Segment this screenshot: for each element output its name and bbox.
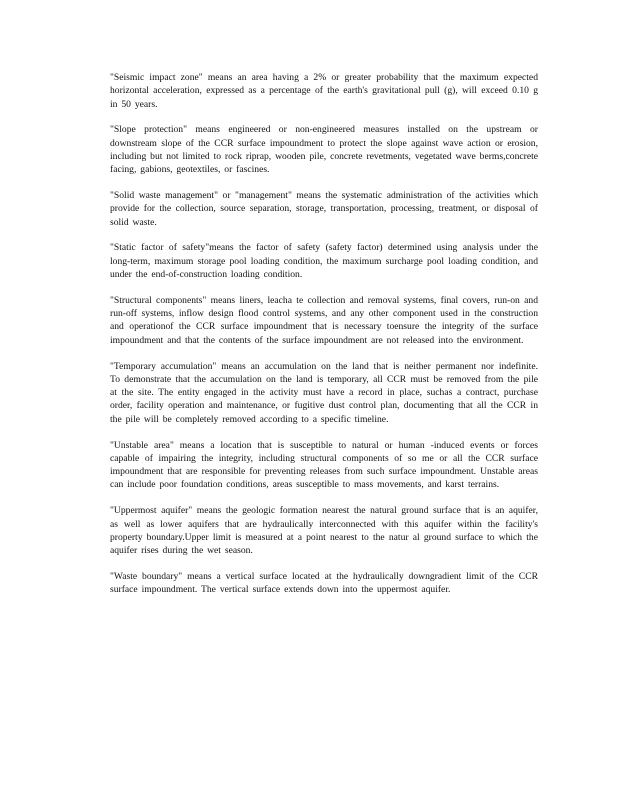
definition-slope-protection: "Slope protection" means engineered or non-engineered measures installed on the upstream or downstream slope of the CCR surface impoundment to protect the slope against wave action or erosion, including but not limited to rock riprap, wooden pile, concrete revetments, vegetated wave berms,concrete facing, gabions, geotextiles, or fascines. — [110, 124, 538, 176]
definition-seismic-impact-zone: "Seismic impact zone" means an area having a 2% or greater probability that the maximum expected horizontal acceleration, expressed as a percentage of the earth's gravitational pull (g), will exceed 0.10 g in 50 years. — [110, 72, 538, 110]
definition-structural-components: "Structural components" means liners, leacha te collection and removal systems, final covers, run-on and run-off systems, inflow design flood control systems, and any other component used in the construction and operationof the CCR surface impoundment that is necessary toensure the integrity of the surface impoundment and that the contents of the surface impoundment are not released into the environment. — [110, 294, 538, 346]
definition-solid-waste-management: "Solid waste management" or "management" means the systematic administration of the activities which provide for the collection, source separation, storage, transportation, processing, treatment, or disposal of solid waste. — [110, 190, 538, 228]
definition-waste-boundary: "Waste boundary" means a vertical surface located at the hydraulically downgradient limit of the CCR surface impoundment. The vertical surface extends down into the uppermost aquifer. — [110, 570, 538, 596]
definitions-list — [110, 71, 538, 609]
definition-temporary-accumulation: "Temporary accumulation" means an accumulation on the land that is neither permanent nor indefinite. To demonstrate that the accumulation on the land is temporary, all CCR must be removed from the pile at the site. The entity engaged in the activity must have a record in place, suchas a contract, purchase order, facility operation and maintenance, or fugitive dust control plan, documenting that all the CCR in the pile will be completely removed according to a specific timeline. — [110, 360, 538, 425]
definition-uppermost-aquifer: "Uppermost aquifer" means the geologic formation nearest the natural ground surface that is an aquifer, as well as lower aquifers that are hydraulically interconnected with this aquifer within the facility's property boundary.Upper limit is measured at a point nearest to the natur al ground surface to which the aquifer rises during the wet season. — [110, 505, 538, 557]
definition-unstable-area: "Unstable area" means a location that is susceptible to natural or human -induced events or forces capable of impairing the integrity, including structural components of so me or all the CCR surface impoundment that are responsible for preventing releases from such surface impoundment. Unstable areas can include poor foundation conditions, areas susceptible to mass movements, and karst terrains. — [110, 439, 538, 491]
definition-static-factor-of-safety: "Static factor of safety"means the factor of safety (safety factor) determined using analysis under the long-term, maximum storage pool loading condition, the maximum surcharge pool loading condition, and under the end-of-construction loading condition. — [110, 242, 538, 281]
